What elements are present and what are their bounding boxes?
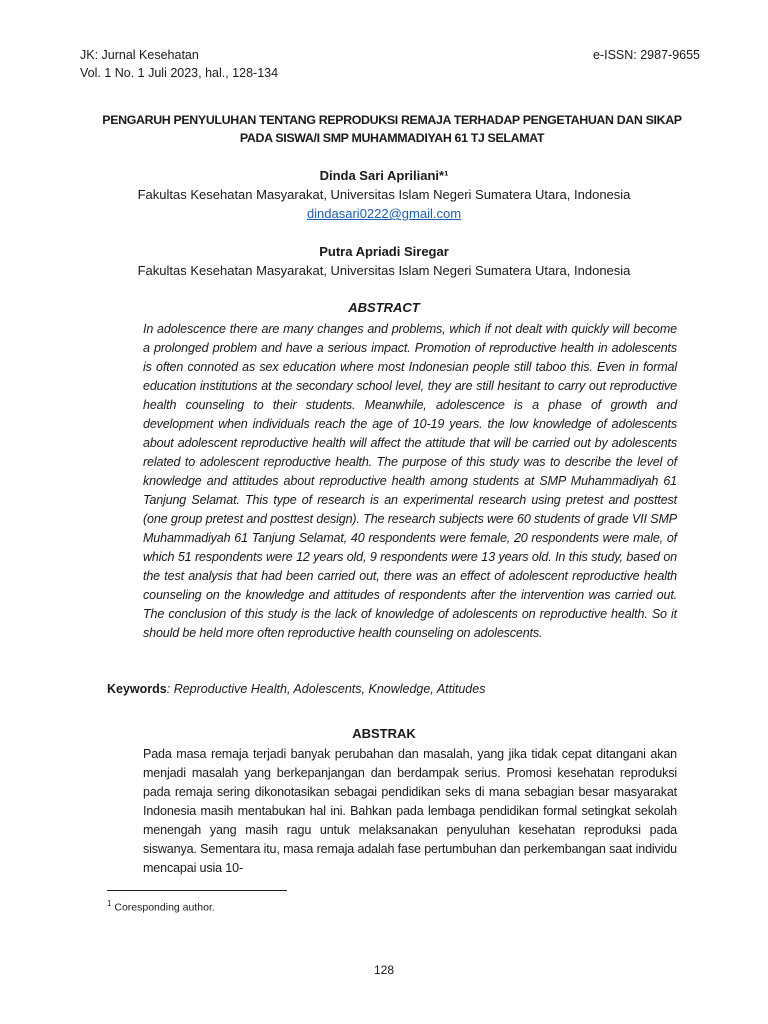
abstrak-heading: ABSTRAK — [352, 726, 416, 741]
journal-header — [80, 46, 278, 82]
page-number: 128 — [373, 963, 395, 977]
author-1-email-line — [0, 206, 768, 221]
author-1-email-link[interactable]: dindasari0222@gmail.com — [306, 206, 462, 221]
journal-volume: Vol. 1 No. 1 Juli 2023, hal., 128-134 — [80, 66, 279, 80]
author-2-name: Putra Apriadi Siregar — [319, 244, 449, 259]
abstract-heading: ABSTRACT — [348, 300, 420, 315]
footnote-marker: 1 — [107, 899, 112, 908]
paper-title: PENGARUH PENYULUHAN TENTANG REPRODUKSI REMAJA TERHADAP PENGETAHUAN DAN SIKAP PADA SISWA/I SMP MUHAMMADIYAH 61 TJ SELAMAT — [102, 113, 682, 145]
author-2-affiliation: Fakultas Kesehatan Masyarakat, Universitas Islam Negeri Sumatera Utara, Indonesia — [137, 263, 631, 278]
footnote-text: Coresponding author. — [111, 901, 215, 914]
journal-issn: e-ISSN: 2987-9655 — [592, 48, 700, 62]
keywords-line — [107, 680, 485, 698]
author-1-affiliation: Fakultas Kesehatan Masyarakat, Universitas Islam Negeri Sumatera Utara, Indonesia — [137, 187, 631, 202]
journal-name: JK: Jurnal Kesehatan — [80, 48, 199, 62]
footnote-divider — [107, 890, 287, 891]
abstrak-body: Pada masa remaja terjadi banyak perubahan dan masalah, yang jika tidak cepat ditangani akan menjadi masalah yang berkepanjangan dan berdampak serius. Promosi kesehatan reproduksi pada remaja sering dikonotasikan sebagai pendidikan seks di mana sebagian besar masyarakat Indonesia masih mentabukan hal ini. Bahkan pada lembaga pendidikan formal setingkat sekolah menengah yang masih ragu untuk melaksanakan penyuluhan kesehatan reproduksi pada siswanya. Sementara itu, masa remaja adalah fase pertumbuhan dan perkembangan saat individu mencapai usia 10- — [143, 747, 677, 875]
keywords-label: Keywords — [107, 682, 167, 696]
keywords-text: : Reproductive Health, Adolescents, Knowledge, Attitudes — [166, 682, 486, 696]
abstract-body: In adolescence there are many changes and problems, which if not dealt with quickly will become a prolonged problem and have a serious impact. Promotion of reproductive health in adolescents is often connoted as sex education where most Indonesian people still taboo this. Even in formal education institutions at the secondary school level, they are still hesitant to carry out reproductive health counseling to their students. Meanwhile, adolescence is a phase of growth and development when individuals reach the age of 10-19 years. the low knowledge of adolescents about adolescent reproductive health will affect the attitude that will be carried out by adolescents related to adolescent reproductive health. The purpose of this study was to describe the level of knowledge and attitudes about reproductive health among students at SMP Muhammadiyah 61 Tanjung Selamat. This type of research is an experimental research using pretest and posttest (one group pretest and posttest design). The research subjects were 60 students of grade VII SMP Muhammadiyah 61 Tanjung Selamat, 40 respondents were female, 20 respondents were male, of which 51 respondents were 12 years old, 9 respondents were 13 years old. In this study, based on the test analysis that had been carried out, there was an effect of adolescent reproductive health counseling on the knowledge and attitudes of respondents after the intervention was carried out. The conclusion of this study is the lack of knowledge of adolescents on reproductive health. So it should be held more often reproductive health counseling on adolescents. — [143, 322, 677, 640]
author-1-name: Dinda Sari Apriliani*¹ — [319, 168, 449, 183]
footnote — [107, 899, 215, 914]
